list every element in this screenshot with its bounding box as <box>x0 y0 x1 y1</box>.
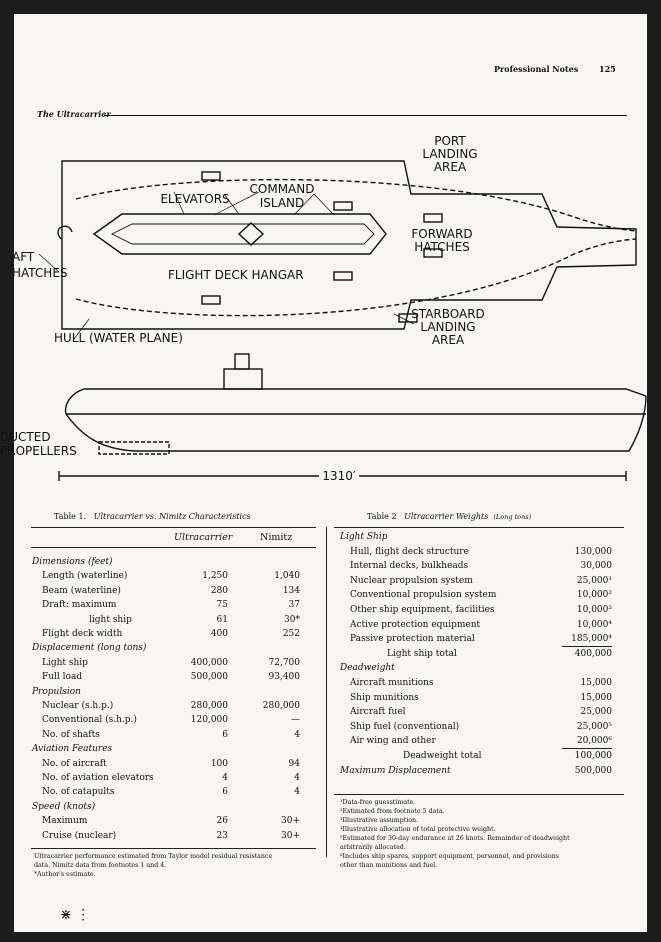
table1-section-heading: Speed (knots) <box>32 801 96 812</box>
table2-section-heading: Light Ship <box>340 532 388 542</box>
table2-top-rule <box>334 527 624 528</box>
table1-row-label: Length (waterline) <box>42 571 128 582</box>
table1-nimitz-value: 134 <box>282 585 300 596</box>
island-structure <box>224 369 262 389</box>
table1-nimitz-value: 4 <box>294 773 300 783</box>
table1-row-label: No. of catapults <box>42 787 115 798</box>
hatch-mid-2 <box>334 272 352 280</box>
table2-row-label: Hull, flight deck structure <box>350 546 469 557</box>
table2-value: 500,000 <box>574 765 612 776</box>
command-island-marker <box>239 223 263 245</box>
table2-row-label: Maximum Displacement <box>340 765 451 776</box>
table1-note: Ultracarrier performance estimated from Taylor model residual resistance <box>34 853 273 860</box>
table1-nimitz-value: 93,400 <box>268 672 300 683</box>
island-mast <box>235 354 249 369</box>
table1-row-label: No. of aircraft <box>42 758 107 769</box>
hatch-port-1 <box>202 172 220 180</box>
side-deck-line <box>66 389 646 414</box>
table1-row-label: Conventional (s.h.p.) <box>42 715 137 726</box>
table1-row-label: Full load <box>42 672 83 683</box>
table1-ultracarrier-value: 500,000 <box>190 672 228 683</box>
ultracarrier-diagram <box>0 14 647 494</box>
table2-value: 10,000³ <box>576 605 612 615</box>
table2-note: ⁵Estimated for 30-day endurance at 26 knots. Remainder of deadweight <box>340 835 570 842</box>
table2-unit: (Long tons) <box>493 513 532 521</box>
table2-value: 400,000 <box>574 648 612 659</box>
table2-note: ³Illustrative assumption. <box>340 817 419 824</box>
table1-ultracarrier-value: 6 <box>222 787 228 798</box>
forward-label-2: HATCHES <box>414 240 470 254</box>
hangar-inner-outline <box>112 224 374 244</box>
table2-row-label: Passive protection material <box>350 634 475 645</box>
table2-row-label: Aircraft fuel <box>350 707 406 718</box>
table2-row-label: Nuclear propulsion system <box>350 575 473 586</box>
elevators-label: ELEVATORS <box>160 192 230 206</box>
aft-label-1: AFT <box>12 250 35 264</box>
table1-row-label: Nuclear (s.h.p.) <box>42 701 114 711</box>
section-header: Professional Notes <box>494 64 579 74</box>
table1-row-label: Beam (waterline) <box>42 585 121 596</box>
table1-nimitz-value: 72,700 <box>268 657 300 668</box>
table2-value: 25,000¹ <box>576 575 612 586</box>
table2-row-label: Conventional propulsion system <box>350 590 497 601</box>
starboard-label-1: STARBOARD <box>411 307 485 321</box>
table1-nimitz-value: 30+ <box>281 816 300 827</box>
table1-ultracarrier-value: 1,250 <box>202 571 228 582</box>
length-label: 1310′ <box>322 469 356 483</box>
table1-section-heading: Aviation Features <box>32 744 113 755</box>
table1-section-heading: Dimensions (feet) <box>32 557 113 567</box>
table1-bottom-rule <box>31 848 316 849</box>
ducted-propeller-outline <box>99 442 169 454</box>
table2-notes <box>340 798 570 870</box>
table1-nimitz-value: 30* <box>284 614 300 625</box>
table1-nimitz-value: 1,040 <box>274 571 300 582</box>
table2-row-label: Active protection equipment <box>350 619 481 630</box>
table1-row-label: Maximum <box>42 816 88 827</box>
table2-number: Table 2 <box>367 512 397 521</box>
table1-ultracarrier-value: 26 <box>216 816 228 827</box>
port-label-3: AREA <box>433 160 467 174</box>
table2-value: 185,000⁴ <box>571 634 612 645</box>
table2-value: 20,000⁶ <box>576 736 612 747</box>
table1-row-label: No. of shafts <box>42 729 100 740</box>
table1-ultracarrier-value: 280,000 <box>190 701 228 711</box>
table2-note: arbitrarily allocated. <box>340 844 406 851</box>
table1-note: data. Nimitz data from footnotes 1 and 4. <box>34 862 167 869</box>
hull-label: HULL (WATER PLANE) <box>54 331 183 345</box>
subtotal-rule <box>562 646 612 647</box>
starboard-label-3: AREA <box>431 333 465 347</box>
page-number: 125 <box>599 64 616 74</box>
table2-note: ⁴Illustrative allocation of total protective weight. <box>340 826 496 833</box>
table2-row-label: Aircraft munitions <box>350 678 434 688</box>
table2-section-heading: Deadweight <box>340 663 395 674</box>
table2-bottom-rule <box>334 794 624 795</box>
table1-col1-header: Ultracarrier <box>174 532 233 543</box>
document-page <box>0 14 647 932</box>
table2-value: 15,000 <box>580 692 612 703</box>
table1-caption <box>54 512 251 521</box>
table1-ultracarrier-value: 75 <box>216 600 228 611</box>
subtotal-rule <box>562 748 612 749</box>
side-hull <box>66 396 646 451</box>
table2-value: 15,000 <box>580 678 612 688</box>
command-label-2: ISLAND <box>259 196 305 210</box>
table1-title: Ultracarrier vs. Nimitz Characteristics <box>93 512 251 521</box>
table1-row-label: light ship <box>89 614 132 625</box>
table1-section-heading: Displacement (long tons) <box>32 643 147 654</box>
running-title: The Ultracarrier <box>37 109 111 119</box>
table1-row-label: Flight deck width <box>42 629 123 639</box>
ducted-label-2: PROPELLERS <box>0 444 77 458</box>
table1-number: Table 1. <box>54 512 87 521</box>
table1-nimitz-value: 4 <box>294 729 300 740</box>
table1-ultracarrier-value: 4 <box>222 773 228 783</box>
forward-label-1: FORWARD <box>411 227 473 241</box>
port-label-1: PORT <box>434 134 466 148</box>
table2-note: other than munitions and fuel. <box>340 862 438 869</box>
aft-hatch-curve <box>58 226 72 239</box>
table1-section-heading: Propulsion <box>32 686 81 697</box>
table1-row-label: Draft: maximum <box>42 600 117 611</box>
table2-caption <box>367 512 531 521</box>
table1-nimitz-value: 4 <box>294 787 300 798</box>
table1-notes <box>34 852 272 879</box>
table1-ultracarrier-value: 400 <box>210 629 228 639</box>
table1-nimitz-value: — <box>291 715 300 726</box>
table2-value: 10,000² <box>576 590 612 601</box>
ducted-label-1: DUCTED <box>0 430 51 444</box>
table2-row-label: Ship munitions <box>350 692 419 703</box>
table1-ultracarrier-value: 280 <box>210 585 228 596</box>
table2-row-label: Other ship equipment, facilities <box>350 605 495 615</box>
aft-label-2: HATCHES <box>12 266 68 280</box>
table1-top-rule <box>31 527 316 528</box>
table1-nimitz-value: 94 <box>288 758 300 769</box>
port-label-2: LANDING <box>422 147 478 161</box>
table1-note: *Author's estimate. <box>34 871 96 878</box>
table1-ultracarrier-value: 23 <box>216 830 228 841</box>
table2-row-label: Light ship total <box>387 648 457 659</box>
table2-note: ²Estimated from footnote 5 data. <box>340 808 445 815</box>
table1-nimitz-value: 252 <box>282 629 300 639</box>
starboard-label-2: LANDING <box>420 320 476 334</box>
table2-title: Ultracarrier Weights <box>404 512 489 521</box>
table1-col2-header: Nimitz <box>260 532 293 543</box>
hatch-starboard-1 <box>202 296 220 304</box>
table1-ultracarrier-value: 400,000 <box>190 657 228 668</box>
table1-ultracarrier-value: 6 <box>222 729 228 740</box>
table2-note: ¹Data-free guesstimate. <box>340 799 416 806</box>
table1-row-label: Cruise (nuclear) <box>42 830 117 841</box>
table1-nimitz-value: 37 <box>288 600 300 611</box>
table-divider <box>326 527 327 857</box>
table1-row-label: Light ship <box>42 657 88 668</box>
table2-value: 30,000 <box>580 561 612 572</box>
table2-row-label: Internal decks, bulkheads <box>350 561 469 572</box>
table2-row-label: Ship fuel (conventional) <box>350 721 460 732</box>
table1-nimitz-value: 280,000 <box>262 701 300 711</box>
table2-value: 10,000⁴ <box>576 619 612 630</box>
table1-ultracarrier-value: 120,000 <box>190 715 228 726</box>
table2-value: 100,000 <box>574 751 612 761</box>
page-mark: ⋇ ⋮ <box>60 907 91 923</box>
hatch-mid-1 <box>334 202 352 210</box>
table1-header-rule <box>31 547 316 548</box>
table2-row-label: Deadweight total <box>403 751 482 761</box>
hangar-label: FLIGHT DECK HANGAR <box>168 268 304 282</box>
table1-row-label: No. of aviation elevators <box>42 773 154 783</box>
table1-ultracarrier-value: 100 <box>210 758 228 769</box>
command-label-1: COMMAND <box>249 182 315 196</box>
table2-note: ⁶Includes ship spares, support equipment, personnel, and provisions <box>340 853 560 860</box>
table2-value: 25,000 <box>580 707 612 718</box>
label-leaders <box>39 254 414 339</box>
table2-row-label: Air wing and other <box>350 736 436 747</box>
table1-ultracarrier-value: 61 <box>216 614 228 625</box>
hatch-forward-1 <box>424 214 442 222</box>
table2-value: 25,000⁵ <box>576 721 612 732</box>
table1-nimitz-value: 30+ <box>281 830 300 841</box>
table2-value: 130,000 <box>574 546 612 557</box>
